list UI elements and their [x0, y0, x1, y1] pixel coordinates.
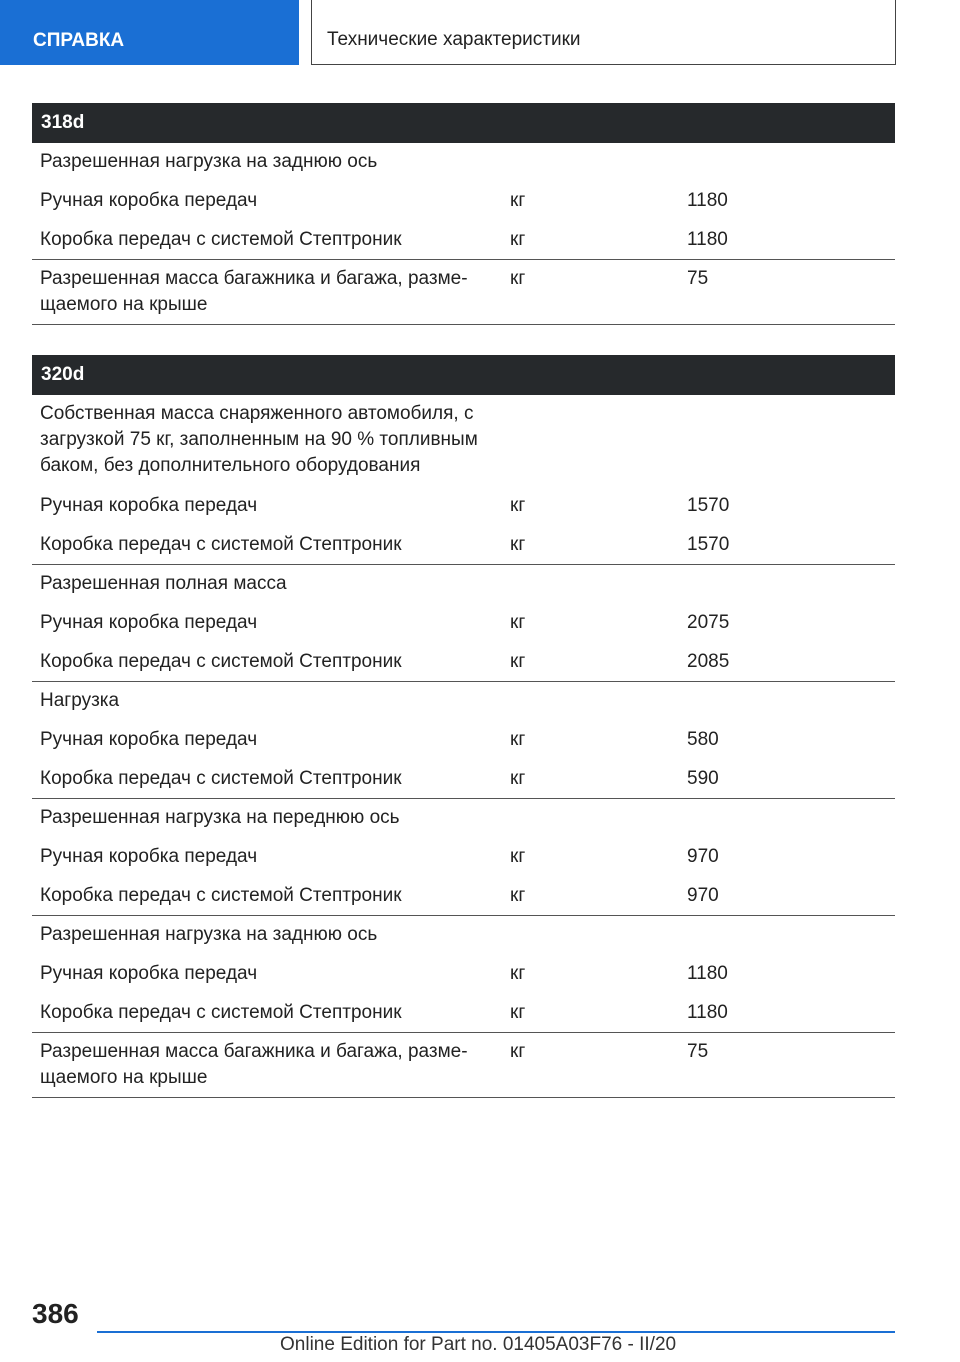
row-value [683, 401, 895, 487]
spec-table-318d [32, 103, 895, 325]
row-value: 75 [687, 1041, 709, 1062]
row-unit [503, 401, 683, 487]
row-unit [503, 571, 683, 604]
table-row [32, 994, 895, 1033]
row-label: Ручная коробка передач [40, 846, 258, 867]
row-unit: кг [510, 190, 526, 211]
table-row [32, 760, 895, 799]
row-unit: кг [510, 651, 526, 672]
row-unit: кг [510, 495, 526, 516]
row-value: 590 [687, 768, 719, 789]
table-row [32, 682, 895, 721]
row-unit: кг [510, 1002, 526, 1023]
row-value: 75 [687, 268, 709, 289]
row-label: Нагрузка [40, 690, 120, 711]
row-value: 2085 [687, 651, 730, 672]
header-title-box [311, 0, 896, 65]
row-unit: кг [510, 612, 526, 633]
row-label: Коробка передач с системой Стептроник [40, 651, 402, 672]
row-label: Ручная коробка передач [40, 729, 258, 750]
row-label: Разрешенная полная масса [40, 573, 287, 594]
row-label: Разрешенная нагрузка на заднюю ось [40, 924, 378, 945]
row-label: Ручная коробка передач [40, 495, 258, 516]
row-value: 1180 [687, 963, 728, 984]
row-unit: кг [510, 268, 526, 289]
table-row [32, 643, 895, 682]
row-value: 580 [687, 729, 719, 750]
row-label: Коробка передач с системой Стептроник [40, 229, 402, 250]
table-row [32, 838, 895, 877]
row-unit: кг [510, 885, 526, 906]
row-label: Разрешенная нагрузка на заднюю ось [40, 151, 378, 172]
table-row [32, 260, 895, 325]
table-row [32, 877, 895, 916]
table-row [32, 1033, 895, 1098]
table-row [32, 143, 895, 182]
row-value: 1180 [687, 229, 728, 250]
row-value: 1570 [687, 495, 730, 516]
row-label: Разрешенная масса багажника и багажа, разме- щаемого на крыше [40, 268, 468, 315]
table-row [32, 565, 895, 604]
row-value [683, 922, 895, 955]
row-value: 970 [687, 846, 719, 867]
table-row [32, 182, 895, 221]
row-label: Разрешенная нагрузка на переднюю ось [40, 807, 400, 828]
page-number: 386 [32, 1298, 79, 1329]
row-unit [503, 922, 683, 955]
row-unit: кг [510, 1041, 526, 1062]
row-value: 970 [687, 885, 719, 906]
table-row [32, 221, 895, 260]
row-value [683, 805, 895, 838]
row-label: Ручная коробка передач [40, 190, 258, 211]
spec-table-320d [32, 355, 895, 1098]
row-unit: кг [510, 846, 526, 867]
row-value: 2075 [687, 612, 730, 633]
section-heading-label: 320d [41, 364, 85, 385]
row-unit: кг [510, 768, 526, 789]
table-row [32, 955, 895, 994]
page-title: Технические характеристики [327, 29, 581, 50]
header-section-tab[interactable] [0, 0, 299, 65]
row-label: Ручная коробка передач [40, 963, 258, 984]
row-value: 1570 [687, 534, 730, 555]
row-value [683, 149, 895, 182]
row-unit: кг [510, 729, 526, 750]
row-label: Разрешенная масса багажника и багажа, разме- щаемого на крыше [40, 1041, 468, 1088]
row-value [683, 688, 895, 721]
table-row [32, 799, 895, 838]
row-label: Коробка передач с системой Стептроник [40, 885, 402, 906]
row-label: Коробка передач с системой Стептроник [40, 768, 402, 789]
row-unit: кг [510, 963, 526, 984]
section-heading [32, 103, 895, 143]
section-heading-label: 318d [41, 112, 85, 133]
table-row [32, 526, 895, 565]
row-unit [503, 149, 683, 182]
header-tab-label: СПРАВКА [33, 29, 125, 51]
row-label: Ручная коробка передач [40, 612, 258, 633]
table-row [32, 487, 895, 526]
table-row [32, 604, 895, 643]
footer-divider [97, 1331, 895, 1333]
row-unit [503, 688, 683, 721]
row-value: 1180 [687, 190, 728, 211]
row-unit [503, 805, 683, 838]
table-row [32, 395, 895, 487]
section-heading [32, 355, 895, 395]
row-label: Собственная масса снаряженного автомобиля, с загрузкой 75 кг, заполненным на 90 % топливным баком, без дополнительного оборудования [40, 403, 478, 476]
row-label: Коробка передач с системой Стептроник [40, 534, 402, 555]
row-unit: кг [510, 229, 526, 250]
row-unit: кг [510, 534, 526, 555]
table-row [32, 721, 895, 760]
row-value [683, 571, 895, 604]
row-value: 1180 [687, 1002, 728, 1023]
table-row [32, 916, 895, 955]
row-label: Коробка передач с системой Стептроник [40, 1002, 402, 1023]
footer-edition-text: Online Edition for Part no. 01405A03F76 - II/20 [280, 1334, 677, 1355]
